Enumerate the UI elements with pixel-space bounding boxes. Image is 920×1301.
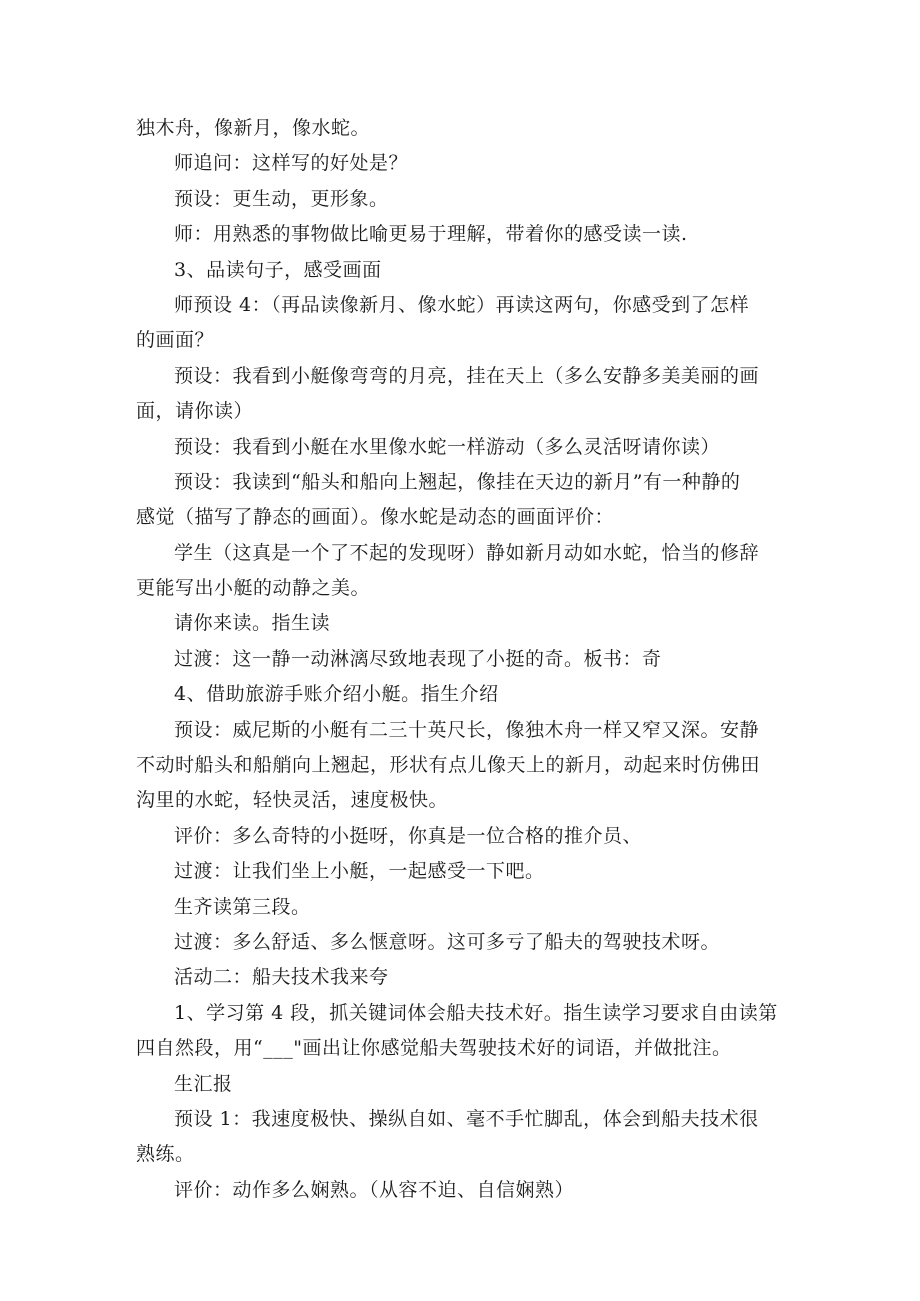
text-line: 更能写出小艇的动静之美。 <box>136 577 371 600</box>
text-line: 独木舟，像新月，像水蛇。 <box>136 117 371 139</box>
text-line: 预设 1：我速度极快、操纵自如、毫不手忙脚乱，体会到船夫技术很 <box>174 1107 759 1130</box>
text-line: 生齐读第三段。 <box>174 895 311 918</box>
text-line: 预设：我看到小艇像弯弯的月亮，挂在天上（多么安静多美美丽的画 <box>174 364 760 387</box>
text-line: 熟练。 <box>136 1143 195 1166</box>
text-line: 生汇报 <box>174 1072 233 1095</box>
text-line: 师预设 4：（再品读像新月、像水蛇）再读这两句，你感受到了怎样 <box>174 293 750 316</box>
text-line: 四自然段，用“___"画出让你感觉船夫驾驶技术好的词语，并做批注。 <box>136 1037 732 1060</box>
text-line: 过渡：让我们坐上小艇，一起感受一下吧。 <box>174 860 545 883</box>
text-line: 预设：威尼斯的小艇有二三十英尺长，像独木舟一样又窄又深。安静 <box>174 718 760 741</box>
text-line: 4、借助旅游手账介绍小艇。指生介绍 <box>174 683 499 706</box>
text-line: 过渡：这一静一动淋漓尽致地表现了小挺的奇。板书：奇 <box>174 647 662 670</box>
text-line: 3、品读句子，感受画面 <box>174 258 382 281</box>
text-line: 评价：多么奇特的小挺呀，你真是一位合格的推介员、 <box>174 824 643 847</box>
text-line: 不动时船头和船艄向上翘起，形状有点儿像天上的新月，动起来时仿佛田 <box>136 754 761 777</box>
text-line: 面，请你读） <box>136 400 254 423</box>
text-line: 师追问：这样写的好处是？ <box>174 152 409 175</box>
text-line: 1、学习第 4 段，抓关键词体会船夫技术好。指生读学习要求自由读第 <box>174 1001 778 1024</box>
text-line: 沟里的水蛇，轻快灵活，速度极快。 <box>136 789 449 812</box>
text-line: 师：用熟悉的事物做比喻更易于理解，带着你的感受读一读. <box>174 223 688 246</box>
text-line: 感觉（描写了静态的画面）。像水蛇是动态的画面评价： <box>136 506 615 529</box>
text-line: 预设：我看到小艇在水里像水蛇一样游动（多么灵活呀请你读） <box>174 435 721 458</box>
text-line: 预设：我读到“船头和船向上翘起，像挂在天边的新月”有一种静的 <box>174 470 741 493</box>
text-line: 的画面？ <box>136 329 215 352</box>
document-body <box>136 111 788 1208</box>
text-line: 评价：动作多么娴熟。（从容不迫、自信娴熟） <box>174 1178 575 1201</box>
text-line: 活动二：船夫技术我来夸 <box>174 966 389 989</box>
text-line: 请你来读。指生读 <box>174 612 331 635</box>
text-line: 学生（这真是一个了不起的发现呀）静如新月动如水蛇，恰当的修辞 <box>174 541 760 564</box>
text-line: 预设：更生动，更形象。 <box>174 187 389 210</box>
text-line: 过渡：多么舒适、多么惬意呀。这可多亏了船夫的驾驶技术呀。 <box>174 930 721 953</box>
